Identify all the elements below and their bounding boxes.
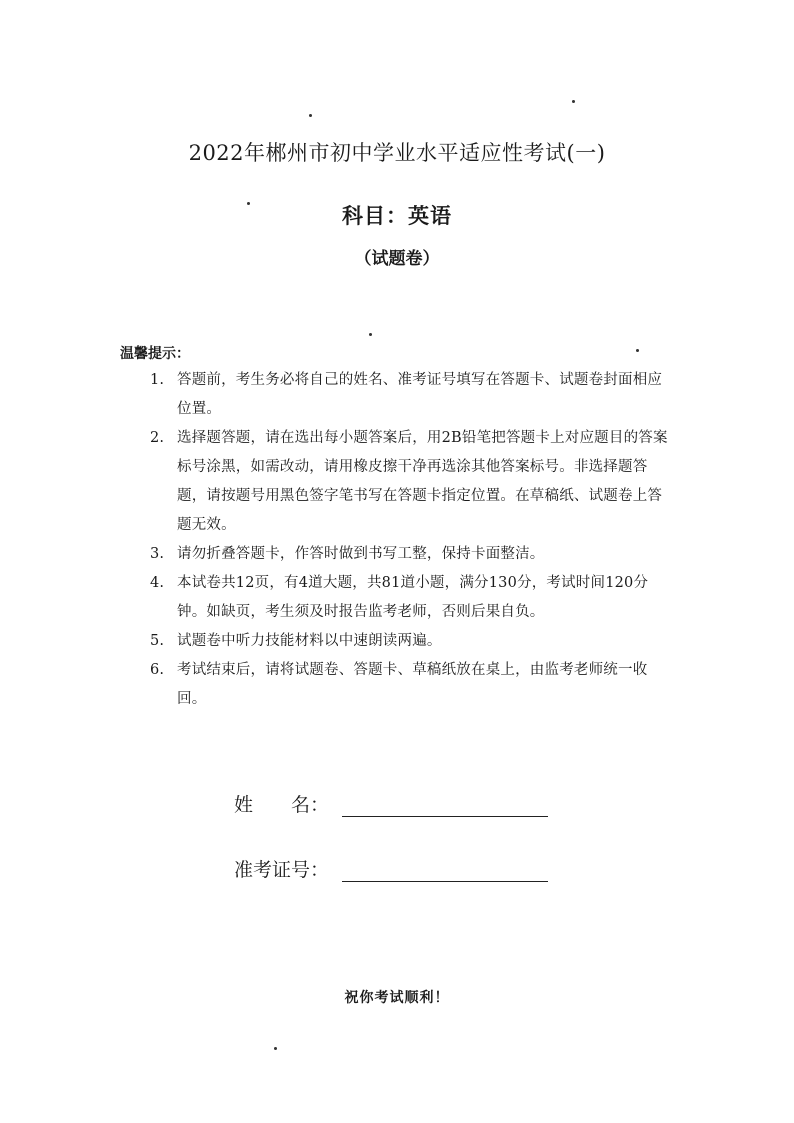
scan-speck [636,349,639,352]
tip-text: 选择题答题，请在选出每小题答案后，用2B铅笔把答题卡上对应题目的答案标号涂黑，如需改动，请用橡皮擦干净再选涂其他答案标号。非选择题答题，请按题号用黑色签字笔书写在答题卡指定位置。在草稿纸、试题卷上答题无效。 [177,430,668,533]
scan-speck [247,202,250,205]
tip-item [150,540,670,569]
tip-number: 2. [150,430,165,446]
exam-title: 2022年郴州市初中学业水平适应性考试(一) [188,141,606,165]
tip-number: 3. [150,546,165,562]
tips-heading: 温馨提示： [120,346,190,362]
tip-item [150,627,670,656]
scan-speck [369,333,372,336]
tip-item [150,366,670,424]
name-blank-line [342,796,548,817]
tip-text: 本试卷共12页，有4道大题，共81道小题，满分130分，考试时间120分钟。如缺页，考生须及时报告监考老师，否则后果自负。 [177,575,649,620]
tip-number: 1. [150,372,165,388]
tip-item [150,569,670,627]
tip-number: 6. [150,662,165,678]
good-luck-message: 祝你考试顺利！ [344,990,450,1006]
ticket-number-label: 准考证号： [234,859,330,881]
tip-text: 请勿折叠答题卡，作答时做到书写工整，保持卡面整洁。 [177,546,545,562]
tip-number: 4. [150,575,165,591]
scan-speck [572,100,575,103]
ticket-number-field [234,855,548,882]
ticket-number-blank-line [342,861,548,882]
tip-text: 考试结束后，请将试题卷、答题卡、草稿纸放在桌上，由监考老师统一收回。 [177,662,648,707]
tip-item [150,656,670,714]
scan-speck [274,1047,277,1050]
scan-speck [309,114,312,117]
tip-text: 试题卷中听力技能材料以中速朗读两遍。 [177,633,442,649]
subject-label: 科目：英语 [342,204,452,228]
name-field [234,790,548,817]
tips-list [150,366,670,714]
tip-number: 5. [150,633,165,649]
name-label: 姓 名： [234,794,330,816]
paper-type-label: （试题卷） [354,249,440,269]
tip-text: 答题前，考生务必将自己的姓名、准考证号填写在答题卡、试题卷封面相应位置。 [177,372,663,417]
tip-item [150,424,670,540]
